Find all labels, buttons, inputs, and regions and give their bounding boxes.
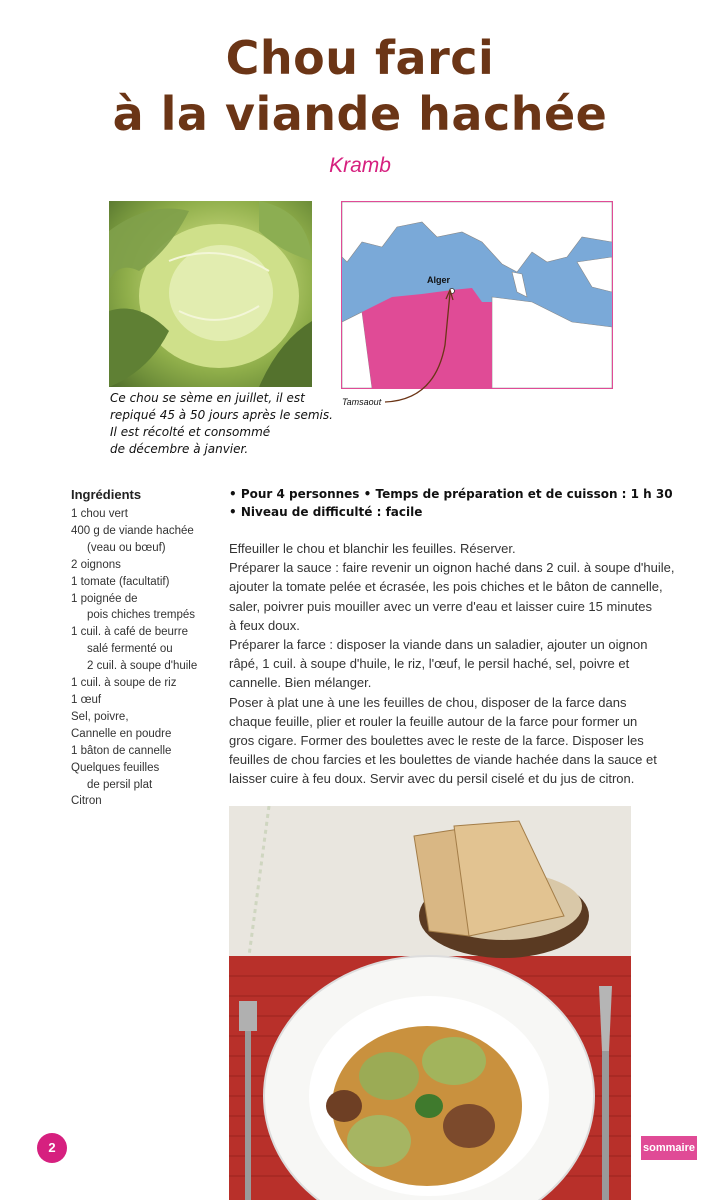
meta-difficulty: • Niveau de difficulté : facile <box>229 505 423 519</box>
dish-photo <box>229 806 631 1200</box>
sommaire-button[interactable]: sommaire <box>641 1136 697 1160</box>
ingredient-item: pois chiches trempés <box>87 609 196 622</box>
ingredient-item: 1 tomate (facultatif) <box>71 575 170 588</box>
instruction-line: feuilles de chou farcies et les boulettes de viande hachée dans la sauce et <box>229 752 657 768</box>
caption-line: Il est récolté et consommé <box>110 425 271 439</box>
instruction-line: Préparer la sauce : faire revenir un oignon haché dans 2 cuil. à soupe d'huile, <box>229 560 675 576</box>
instruction-line: gros cigare. Former des boulettes avec le reste de la farce. Disposer les <box>229 733 644 749</box>
ingredient-item: 1 bâton de cannelle <box>71 744 172 757</box>
ingredient-item: (veau ou bœuf) <box>87 541 166 554</box>
recipe-title <box>0 30 720 142</box>
ingredients-list <box>71 506 221 810</box>
cabbage-caption <box>110 390 340 458</box>
ingredients-title: Ingrédients <box>71 487 142 502</box>
ingredient-item: Sel, poivre, <box>71 710 129 723</box>
title-line-2: à la viande hachée <box>112 87 608 141</box>
meta-servings-time: • Pour 4 personnes • Temps de préparation et de cuisson : 1 h 30 <box>229 487 673 501</box>
ingredient-item: 1 chou vert <box>71 508 128 520</box>
instruction-line: laisser cuire à feu doux. Servir avec du persil ciselé et du jus de citron. <box>229 771 635 787</box>
caption-line: Ce chou se sème en juillet, il est <box>110 391 305 405</box>
cabbage-photo <box>109 201 312 387</box>
instruction-line: Effeuiller le chou et blanchir les feuilles. Réserver. <box>229 541 516 556</box>
recipe-meta <box>229 485 673 521</box>
title-line-1: Chou farci <box>225 31 495 85</box>
ingredient-item: 1 poignée de <box>71 592 138 605</box>
ingredient-item: de persil plat <box>87 778 153 791</box>
ingredient-item: Cannelle en poudre <box>71 727 172 740</box>
recipe-instructions <box>229 539 675 789</box>
ingredient-item: 2 cuil. à soupe d'huile <box>87 660 198 673</box>
map-label-alger: Alger <box>427 275 451 285</box>
caption-line: repiqué 45 à 50 jours après le semis. <box>110 408 333 422</box>
ingredient-item: 1 œuf <box>71 693 102 706</box>
map-arrow <box>340 285 470 410</box>
caption-line: de décembre à janvier. <box>110 442 249 456</box>
ingredient-item: 2 oignons <box>71 558 121 571</box>
instruction-line: râpé, 1 cuil. à soupe d'huile, le riz, l'œuf, le persil haché, sel, poivre et <box>229 656 630 672</box>
instruction-line: chaque feuille, plier et rouler la feuille autour de la farce pour former un <box>229 713 638 729</box>
instruction-line: Préparer la farce : disposer la viande dans un saladier, ajouter un oignon <box>229 637 648 653</box>
ingredient-item: 400 g de viande hachée <box>71 524 194 537</box>
recipe-subtitle: Kramb <box>329 154 391 177</box>
instruction-line: ajouter la tomate pelée et écrasée, les pois chiches et le bâton de cannelle, <box>229 579 663 595</box>
ingredient-item: 1 cuil. à soupe de riz <box>71 677 177 690</box>
instruction-line: cannelle. Bien mélanger. <box>229 675 372 691</box>
instruction-line: saler, poivrer puis mouiller avec un verre d'eau et laisser cuire 15 minutes <box>229 598 653 614</box>
instruction-line: Poser à plat une à une les feuilles de chou, disposer de la farce dans <box>229 694 627 710</box>
instruction-line: à feux doux. <box>229 617 300 633</box>
ingredient-item: Quelques feuilles <box>71 761 160 774</box>
ingredient-item: 1 cuil. à café de beurre <box>71 626 188 639</box>
page-number: 2 <box>37 1133 67 1163</box>
map-label-tamsaout: Tamsaout <box>342 397 382 407</box>
ingredient-item: salé fermenté ou <box>87 643 173 656</box>
ingredient-item: Citron <box>71 795 102 808</box>
